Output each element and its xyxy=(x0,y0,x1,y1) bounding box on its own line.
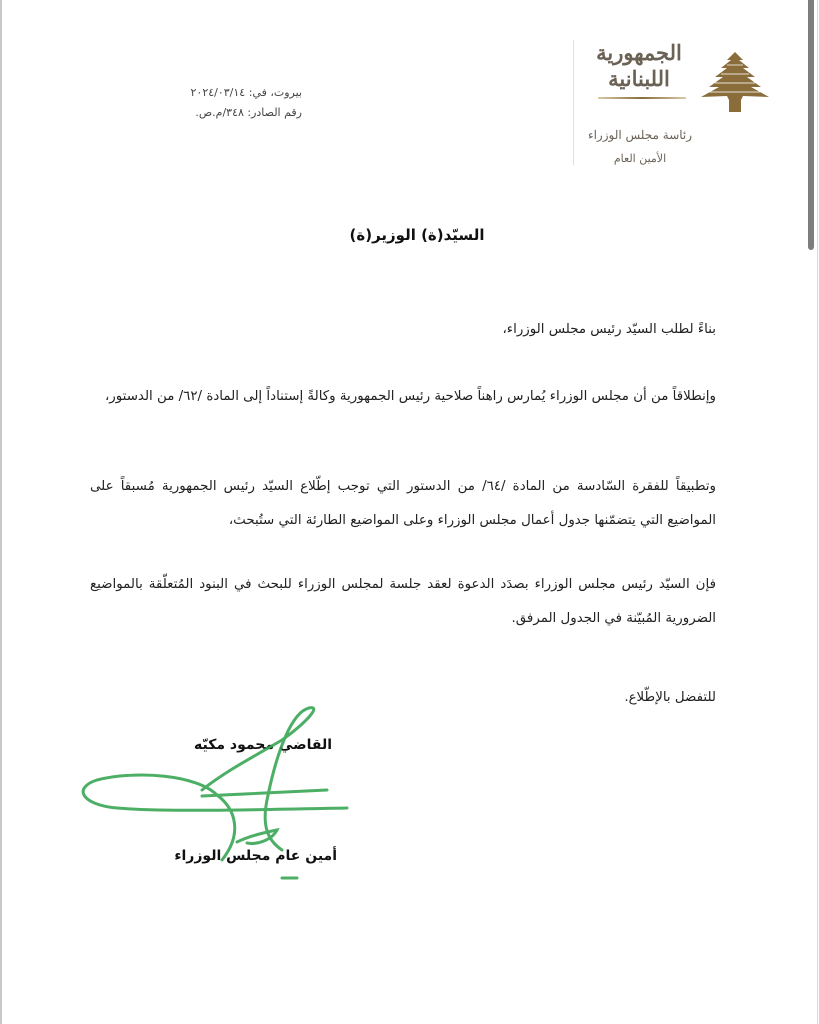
cedar-tree-icon xyxy=(699,50,771,114)
document-reference-number: رقم الصادر: ٣٤٨/م.ص. xyxy=(195,106,302,119)
body-paragraph: وإنطلاقاً من أن مجلس الوزراء يُمارس راهناً صلاحية رئيس الجمهورية وكالةً إستناداً إلى المادة /٦٢/ من الدستور، xyxy=(104,389,716,404)
letterhead-title-line1: الجمهورية xyxy=(596,40,682,65)
page-edge xyxy=(817,0,818,1024)
letterhead-underline xyxy=(598,97,686,99)
letterhead-title-line2: اللبنانية xyxy=(608,66,670,91)
letterhead-divider xyxy=(573,40,574,165)
addressee-heading: السيّد(ة) الوزير(ة) xyxy=(349,226,485,244)
handwritten-signature xyxy=(77,700,367,880)
closing-line: للتفضل بالإطّلاع. xyxy=(624,690,716,705)
document-meta xyxy=(112,83,302,123)
signer-name: القاضي محمود مكيّه xyxy=(194,737,332,753)
letterhead-office: الأمين العام xyxy=(613,152,667,165)
signer-title: أمين عام مجلس الوزراء xyxy=(174,848,337,864)
letterhead-subtitle: رئاسة مجلس الوزراء xyxy=(587,128,693,142)
body-paragraph: فإن السيّد رئيس مجلس الوزراء بصدَد الدعوة لعقد جلسة لمجلس الوزراء للبحث في البنود المُتعلّقة بالمواضيع الضرورية المُبيّنة في الجدول المرفق. xyxy=(90,577,716,626)
scrollbar-thumb[interactable] xyxy=(808,0,814,250)
body-paragraph: بناءً لطلب السيّد رئيس مجلس الوزراء، xyxy=(502,322,716,337)
body-paragraph: وتطبيقاً للفقرة السّادسة من المادة /٦٤/ من الدستور التي توجب إطّلاع السيّد رئيس الجمهورية مُسبقاً على المواضيع التي يتضمّنها جدول أعمال مجلس الوزراء وعلى المواضيع الطارئة التي ستُبحث، xyxy=(90,479,716,528)
letterhead-title xyxy=(584,40,694,92)
document-date: بيروت، في: ٢٠٢٤/٠٣/١٤ xyxy=(190,86,302,99)
